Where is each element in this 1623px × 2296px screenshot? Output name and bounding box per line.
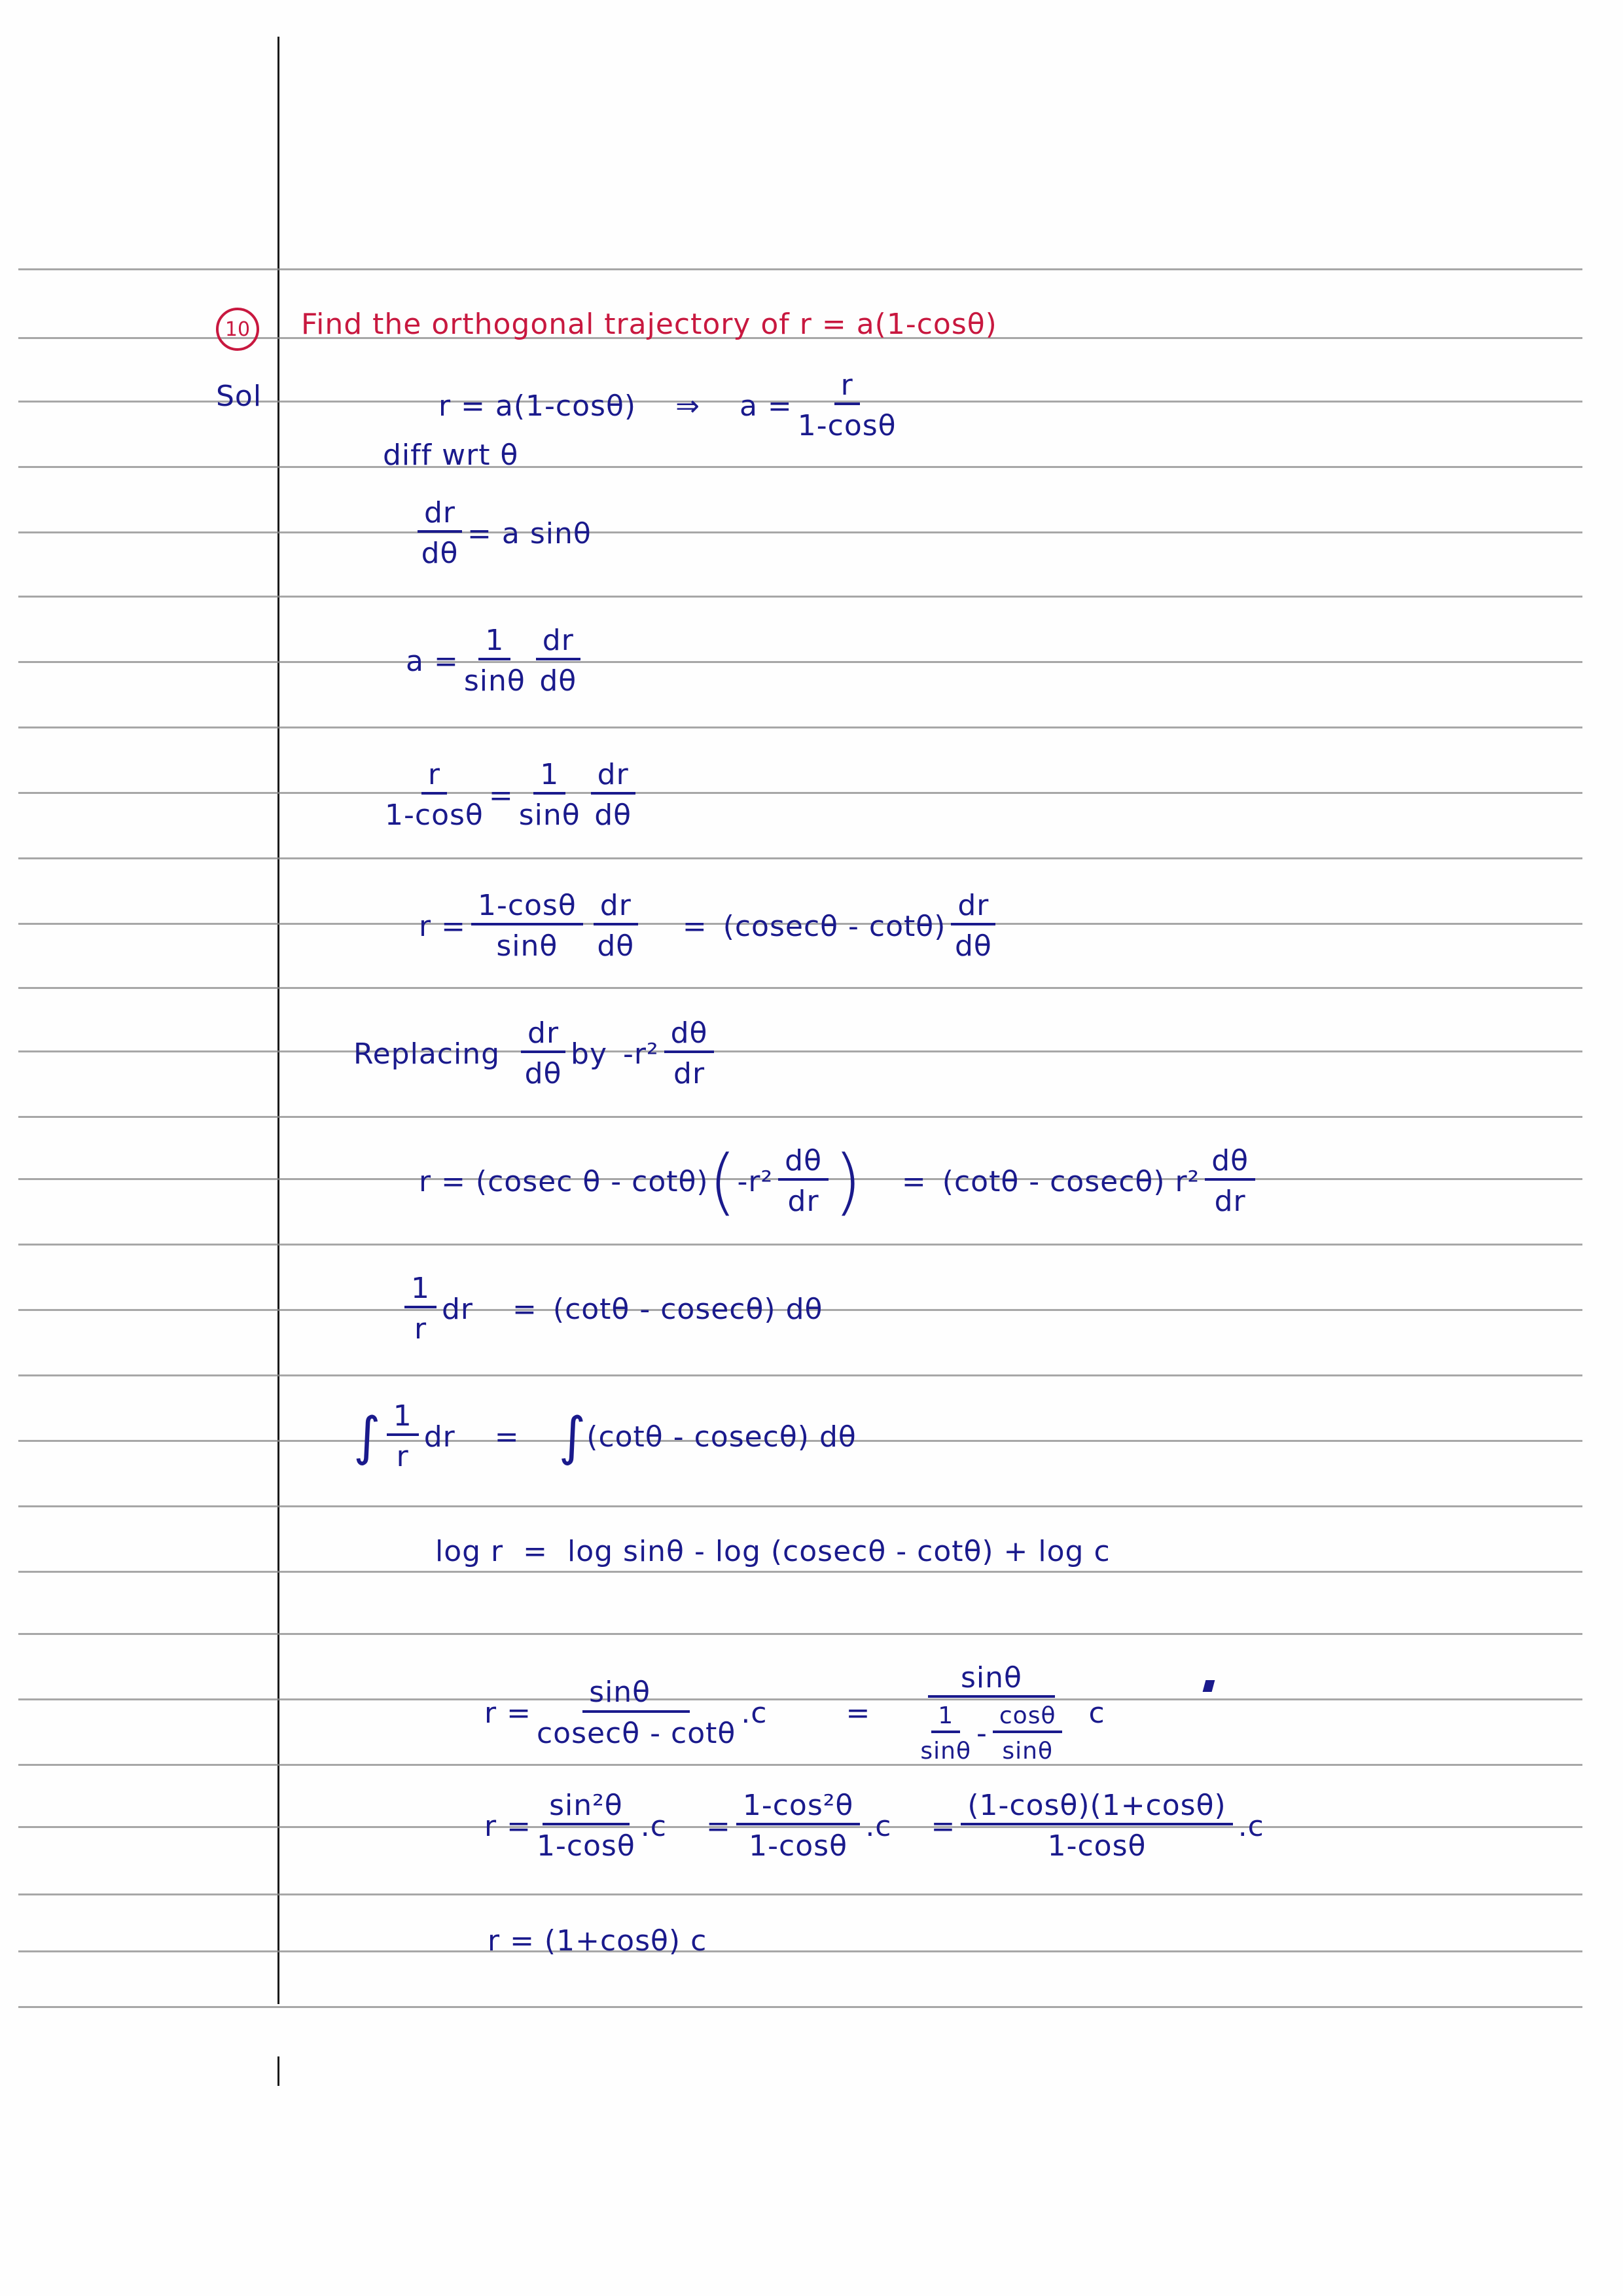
- minus: -: [976, 1716, 988, 1750]
- denominator: 1-cosθ: [1047, 1829, 1147, 1863]
- equals: =: [488, 778, 514, 812]
- paren-close: ): [834, 1139, 863, 1224]
- step-9-rhs: (cotθ - cosecθ) dθ: [552, 1292, 823, 1326]
- implies-arrow: ⇒: [675, 389, 700, 423]
- ruled-line: [18, 726, 1582, 728]
- integral-sign: ∫: [558, 1406, 587, 1467]
- ruled-line: [18, 1374, 1582, 1376]
- step-1-a-eq: a =: [739, 389, 793, 423]
- step-3-rhs: = a sinθ: [467, 516, 592, 550]
- step-6: [419, 890, 1001, 963]
- fraction: [664, 1018, 715, 1090]
- equals: =: [494, 1420, 520, 1454]
- denominator: r: [414, 1312, 427, 1346]
- solution-label: Sol: [216, 380, 262, 413]
- denominator: sinθ: [920, 1737, 971, 1765]
- numerator: dθ: [778, 1145, 829, 1181]
- denominator: sinθ: [518, 798, 580, 833]
- minus-r-squared: -r²: [737, 1164, 774, 1198]
- step-10-rhs: (cotθ - cosecθ) dθ: [586, 1420, 857, 1454]
- numerator: 1-cosθ: [471, 890, 583, 925]
- denominator: dθ: [594, 798, 632, 833]
- ruled-line: [18, 268, 1582, 270]
- fraction: [920, 1703, 971, 1764]
- fraction: [464, 625, 526, 698]
- step-7-replacing: [353, 1018, 719, 1090]
- denominator: 1-cosθ: [385, 798, 484, 833]
- step-10: [353, 1401, 857, 1473]
- integral-sign: ∫: [353, 1406, 382, 1467]
- denominator: 1-cosθ: [749, 1829, 847, 1863]
- ruled-line: [18, 1050, 1582, 1052]
- by-word: by: [571, 1037, 608, 1071]
- fraction: [993, 1703, 1063, 1764]
- ruled-line: [18, 1633, 1582, 1635]
- ruled-line: [18, 531, 1582, 533]
- denominator: dr: [673, 1057, 705, 1091]
- fraction: [519, 759, 580, 832]
- numerator: sinθ: [928, 1662, 1055, 1698]
- denominator: dr: [1214, 1185, 1246, 1219]
- step-8-lhs: r = (cosec θ - cotθ): [419, 1164, 709, 1198]
- fraction: [537, 1677, 736, 1749]
- numerator: (1-cosθ)(1+cosθ): [961, 1790, 1232, 1825]
- equals: =: [682, 909, 707, 943]
- denominator: sinθ: [496, 929, 558, 963]
- ink-mark: [1203, 1680, 1215, 1692]
- ruled-line: [18, 1571, 1582, 1573]
- numerator: dr: [591, 759, 635, 795]
- step-8: [419, 1139, 1260, 1224]
- numerator: r: [834, 370, 860, 405]
- numerator: 1: [931, 1703, 960, 1733]
- fraction: [404, 1273, 437, 1346]
- equals: =: [512, 1292, 537, 1326]
- fraction: [418, 497, 462, 570]
- denominator: dθ: [539, 664, 577, 698]
- step-8-rhs: (cotθ - cosecθ) r²: [942, 1164, 1200, 1198]
- numerator: 1: [404, 1273, 437, 1308]
- fraction: [537, 1790, 635, 1863]
- fraction: [385, 759, 484, 832]
- numerator: 1: [533, 759, 565, 795]
- numerator: dr: [536, 625, 580, 660]
- step-9: [399, 1273, 823, 1346]
- ruled-line: [18, 1950, 1582, 1952]
- ruled-line: [18, 596, 1582, 598]
- fraction: [594, 890, 638, 963]
- numerator: dr: [951, 890, 995, 925]
- numerator: 1: [387, 1401, 419, 1436]
- numerator: sin²θ: [543, 1790, 630, 1825]
- numerator: 1-cos²θ: [736, 1790, 860, 1825]
- compound-denominator: [915, 1698, 1067, 1764]
- denominator: cosecθ - cotθ: [536, 1716, 736, 1750]
- step-6-lhs: r =: [419, 909, 466, 943]
- fraction: [471, 890, 583, 963]
- ruled-line: [18, 1893, 1582, 1895]
- numerator: dθ: [664, 1018, 715, 1053]
- replacing-word: Replacing: [353, 1037, 501, 1071]
- question-number: 10: [224, 317, 251, 341]
- fraction: [736, 1790, 860, 1863]
- denominator: dθ: [421, 537, 459, 571]
- ruled-line: [18, 857, 1582, 859]
- denominator: 1-cosθ: [536, 1829, 635, 1863]
- fraction: [521, 1018, 565, 1090]
- margin-line-tail: [277, 2056, 279, 2086]
- fraction: [591, 759, 635, 832]
- numerator: 1: [478, 625, 510, 660]
- equals: =: [846, 1696, 871, 1731]
- fraction: [798, 370, 897, 442]
- step-12-lhs: r =: [484, 1696, 531, 1731]
- numerator: r: [421, 759, 447, 795]
- step-4-lhs: a =: [406, 644, 459, 678]
- fraction: [387, 1401, 419, 1473]
- denominator: dθ: [597, 929, 635, 963]
- final-answer: r = (1+cosθ) c: [488, 1924, 707, 1958]
- dot-c: .c: [865, 1809, 892, 1843]
- step-1: [438, 370, 902, 442]
- denominator: dθ: [524, 1057, 562, 1091]
- denominator: sinθ: [1002, 1737, 1053, 1765]
- numerator: dr: [418, 497, 462, 533]
- margin-line: [277, 37, 279, 2004]
- ruled-line: [18, 1505, 1582, 1507]
- numerator: dr: [594, 890, 638, 925]
- equals: =: [901, 1164, 927, 1198]
- ruled-line: [18, 2006, 1582, 2008]
- dot-c: .c: [741, 1696, 768, 1731]
- equals: =: [931, 1809, 956, 1843]
- numerator: dθ: [1205, 1145, 1255, 1181]
- ruled-line: [18, 792, 1582, 794]
- step-5: [380, 759, 641, 832]
- step-12: [484, 1662, 1105, 1765]
- step-13: [484, 1790, 1264, 1863]
- fraction: [536, 625, 580, 698]
- ruled-line: [18, 1244, 1582, 1246]
- dr: dr: [423, 1420, 455, 1454]
- question-text: Find the orthogonal trajectory of r = a(1-cosθ): [301, 308, 997, 341]
- step-6-mid: (cosecθ - cotθ): [722, 909, 946, 943]
- step-2-diff-wrt: diff wrt θ: [383, 439, 519, 472]
- equals: =: [705, 1809, 731, 1843]
- minus-r-squared: -r²: [623, 1037, 659, 1071]
- fraction: [961, 1790, 1232, 1863]
- denominator: 1-cosθ: [797, 409, 897, 443]
- fraction: [778, 1145, 829, 1218]
- ruled-line: [18, 987, 1582, 989]
- denominator: dθ: [954, 929, 992, 963]
- ruled-line: [18, 466, 1582, 468]
- fraction: [951, 890, 995, 963]
- constant-c: c: [1088, 1696, 1105, 1731]
- numerator: dr: [521, 1018, 565, 1053]
- denominator: dr: [787, 1185, 819, 1219]
- fraction: [1205, 1145, 1255, 1218]
- paren-open: (: [708, 1139, 738, 1224]
- question-number-badge: [216, 308, 259, 351]
- dot-c: .c: [640, 1809, 667, 1843]
- dot-c: .c: [1238, 1809, 1264, 1843]
- ruled-line: [18, 1116, 1582, 1118]
- step-1-lhs: r = a(1-cosθ): [438, 389, 637, 423]
- step-13-lhs: r =: [484, 1809, 531, 1843]
- ruled-line: [18, 661, 1582, 663]
- dr: dr: [442, 1292, 474, 1326]
- fraction: [915, 1662, 1067, 1765]
- denominator: r: [396, 1440, 409, 1474]
- step-11-log: log r = log sinθ - log (cosecθ - cotθ) + log c: [435, 1535, 1111, 1568]
- denominator: sinθ: [463, 664, 526, 698]
- numerator: cosθ: [993, 1703, 1063, 1733]
- step-3: [412, 497, 592, 570]
- step-4: [406, 625, 586, 698]
- numerator: sinθ: [582, 1677, 690, 1712]
